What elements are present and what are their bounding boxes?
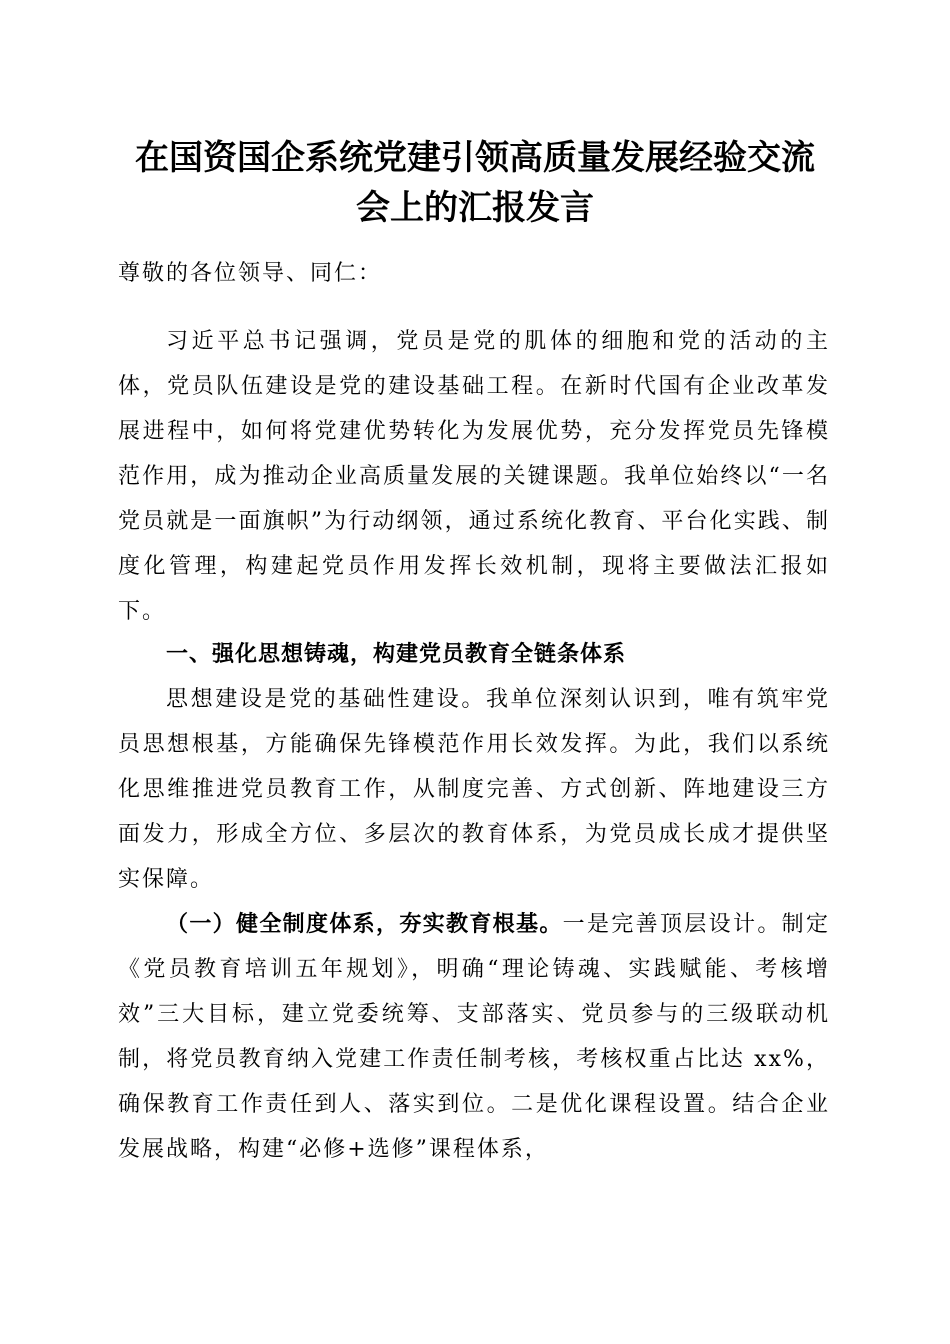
section-1-paragraph: 思想建设是党的基础性建设。我单位深刻认识到，唯有筑牢党员思想根基，方能确保先锋模范作用长效发挥。为此，我们以系统化思维推进党员教育工作，从制度完善、方式创新、阵地建设三方面发力，形成全方位、多层次的教育体系，为党员成长成才提供坚实保障。 xyxy=(118,687,830,892)
salutation: 尊敬的各位领导、同仁： xyxy=(118,261,383,286)
document-title xyxy=(100,133,850,233)
section-1-heading: 一、强化思想铸魂，构建党员教育全链条体系 xyxy=(166,642,627,667)
intro-paragraph: 习近平总书记强调，党员是党的肌体的细胞和党的活动的主体，党员队伍建设是党的建设基础工程。在新时代国有企业改革发展进程中，如何将党建优势转化为发展优势，充分发挥党员先锋模范作用，成为推动企业高质量发展的关键课题。我单位始终以“一名党员就是一面旗帜”为行动纲领，通过系统化教育、平台化实践、制度化管理，构建起党员作用发挥长效机制，现将主要做法汇报如下。 xyxy=(118,329,830,624)
title-line-1: 在国资国企系统党建引领高质量发展经验交流 xyxy=(135,138,815,178)
subsection-1-heading: （一）健全制度体系，夯实教育根基。 xyxy=(166,912,563,937)
title-line-2: 会上的汇报发言 xyxy=(356,188,594,228)
subsection-1-paragraph xyxy=(118,902,830,1172)
subsection-1-text: 一是完善顶层设计。制定《党员教育培训五年规划》，明确“理论铸魂、实践赋能、考核增效”三大目标，建立党委统筹、支部落实、党员参与的三级联动机制，将党员教育纳入党建工作责任制考核，考核权重占比达 xx%，确保教育工作责任到人、落实到位。二是优化课程设置。结合企业发展战略，构建“必修+选修”课程体系， xyxy=(118,912,830,1162)
